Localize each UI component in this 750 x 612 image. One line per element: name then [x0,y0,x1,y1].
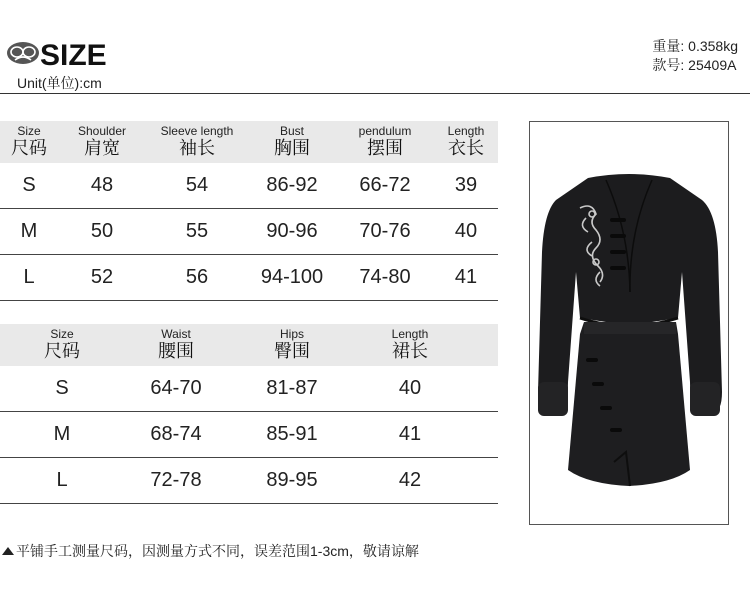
cell-spacer [464,458,498,504]
cell-length: 39 [434,163,498,209]
cell-length: 40 [356,366,464,412]
header-bust: Bust 胸围 [248,121,336,163]
cell-size: S [0,366,124,412]
weight-label: 重量: 0.358kg [652,38,738,54]
cell-spacer [464,412,498,458]
cell-size: M [0,209,58,255]
skirt-shape [568,322,690,486]
cell-waist: 64-70 [124,366,228,412]
table-row [0,209,498,255]
page-title: SIZE [40,39,107,72]
cell-hips: 89-95 [228,458,356,504]
header-hips: Hips 臀围 [228,324,356,366]
brand-logo-icon [6,40,40,66]
cell-bust: 86-92 [248,163,336,209]
table-row [0,412,498,458]
product-photo [529,121,729,525]
cell-size: L [0,255,58,301]
header-sleeve-length: Sleeve length 袖长 [146,121,248,163]
header-waist: Waist 腰围 [124,324,228,366]
cell-pendulum: 70-76 [336,209,434,255]
cell-length: 41 [356,412,464,458]
table-header-row [0,324,498,366]
unit-label: Unit(单位):cm [17,75,102,91]
cell-spacer [464,366,498,412]
cell-pendulum: 66-72 [336,163,434,209]
cell-sleeve-length: 55 [146,209,248,255]
table-row [0,255,498,301]
cell-hips: 81-87 [228,366,356,412]
cell-waist: 72-78 [124,458,228,504]
cell-sleeve-length: 56 [146,255,248,301]
top-size-table [0,121,498,301]
cell-size: S [0,163,58,209]
table-row [0,366,498,412]
table-row [0,163,498,209]
header-pendulum: pendulum 摆围 [336,121,434,163]
triangle-icon [2,547,14,555]
header-size: Size 尺码 [0,324,124,366]
header-size: Size 尺码 [0,121,58,163]
cell-shoulder: 48 [58,163,146,209]
header-length: Length 裙长 [356,324,464,366]
cell-length: 40 [434,209,498,255]
header-spacer [464,324,498,366]
header-divider [0,93,750,94]
measurement-note: 平铺手工测量尺码，因测量方式不同，误差范围1-3cm，敬请谅解 [2,541,419,561]
cell-sleeve-length: 54 [146,163,248,209]
header-length: Length 衣长 [434,121,498,163]
black-knit-cardigan-and-skirt-set-icon [530,122,728,524]
cell-bust: 94-100 [248,255,336,301]
cell-pendulum: 74-80 [336,255,434,301]
product-meta [652,37,738,75]
table-row [0,458,498,504]
cell-hips: 85-91 [228,412,356,458]
cell-size: M [0,412,124,458]
cell-shoulder: 52 [58,255,146,301]
style-number-label: 款号: 25409A [652,57,737,73]
cell-bust: 90-96 [248,209,336,255]
cell-length: 41 [434,255,498,301]
table-header-row [0,121,498,163]
skirt-size-table [0,324,498,504]
cell-length: 42 [356,458,464,504]
cell-waist: 68-74 [124,412,228,458]
header-shoulder: Shoulder 肩宽 [58,121,146,163]
cell-size: L [0,458,124,504]
cell-shoulder: 50 [58,209,146,255]
